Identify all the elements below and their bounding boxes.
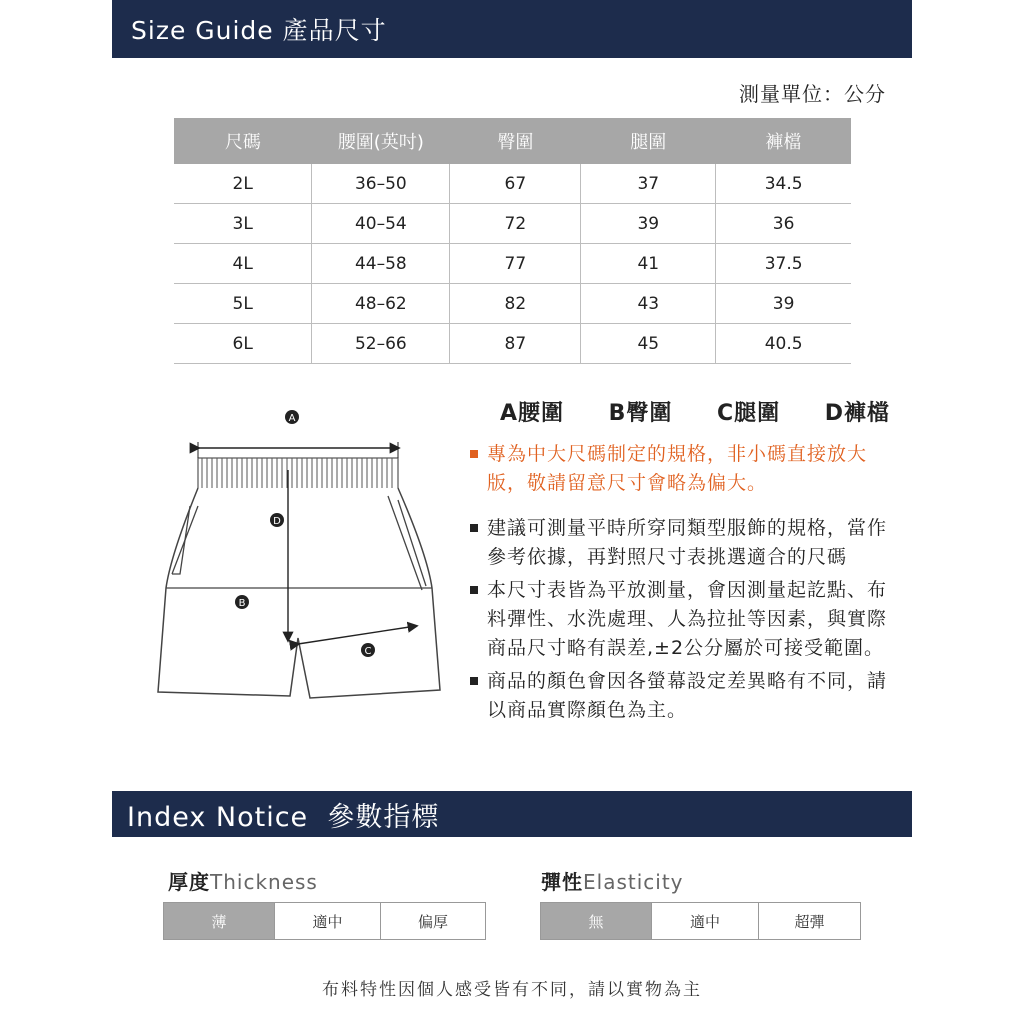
cell-thigh: 43 [581, 284, 716, 324]
fabric-footer-note: 布料特性因個人感受皆有不同，請以實物為主 [322, 980, 702, 1000]
col-header-hip: 臀圍 [450, 118, 581, 164]
cell-size: 2L [174, 164, 312, 204]
notes-list-2 [470, 514, 895, 729]
thickness-scale [163, 902, 486, 940]
measurement-unit-note: 測量單位：公分 [739, 82, 886, 106]
marker-b: B [238, 598, 246, 609]
legend-hip: B臀圍 [608, 401, 673, 426]
elasticity-label-zh: 彈性 [541, 870, 583, 894]
col-header-waist: 腰圍(英吋) [312, 118, 450, 164]
cell-size: 3L [174, 204, 312, 244]
cell-size: 6L [174, 324, 312, 364]
cell-rise: 37.5 [716, 244, 851, 284]
bullet-icon [470, 524, 478, 532]
table-row [174, 324, 851, 364]
legend-thigh: C腿圍 [716, 401, 781, 426]
marker-c: C [364, 646, 372, 657]
note-item [470, 667, 895, 725]
note-item [470, 514, 895, 572]
elasticity-option-super: 超彈 [794, 912, 825, 931]
elasticity-option-none: 無 [541, 903, 652, 939]
table-row [174, 244, 851, 284]
size-table [174, 118, 851, 364]
note-item [470, 440, 895, 498]
size-guide-title: Size Guide 產品尺寸 [131, 16, 387, 45]
note-text: 本尺寸表皆為平放測量，會因測量起訖點、布料彈性、水洗處理、人為拉扯等因素，與實際商品尺寸略有誤差,±2公分屬於可接受範圍。 [487, 579, 888, 659]
thickness-option-thick: 偏厚 [417, 912, 448, 931]
cell-hip: 77 [450, 244, 581, 284]
bullet-icon [470, 586, 478, 594]
elasticity-title [541, 866, 684, 895]
cell-thigh: 45 [581, 324, 716, 364]
cell-size: 4L [174, 244, 312, 284]
table-row [174, 164, 851, 204]
marker-d: D [273, 516, 281, 527]
thickness-label-en: Thickness [210, 870, 318, 894]
cell-rise: 39 [716, 284, 851, 324]
cell-thigh: 39 [581, 204, 716, 244]
index-notice-title: Index Notice 參數指標 [127, 801, 440, 833]
cell-hip: 67 [450, 164, 581, 204]
bullet-icon [470, 450, 478, 458]
cell-waist: 40–54 [312, 204, 450, 244]
note-text: 建議可測量平時所穿同類型服飾的規格，當作參考依據，再對照尺寸表挑選適合的尺碼 [487, 517, 888, 568]
elasticity-label-en: Elasticity [583, 870, 684, 894]
shorts-outline [158, 488, 440, 698]
cell-rise: 40.5 [716, 324, 851, 364]
cell-thigh: 37 [581, 164, 716, 204]
measurement-legend [500, 396, 890, 427]
shorts-measurement-diagram [150, 400, 460, 710]
cell-hip: 87 [450, 324, 581, 364]
table-row [174, 284, 851, 324]
cell-waist: 44–58 [312, 244, 450, 284]
cell-hip: 72 [450, 204, 581, 244]
cell-hip: 82 [450, 284, 581, 324]
cell-waist: 48–62 [312, 284, 450, 324]
cell-waist: 36–50 [312, 164, 450, 204]
col-header-size: 尺碼 [174, 118, 312, 164]
note-text: 商品的顏色會因各螢幕設定差異略有不同，請以商品實際顏色為主。 [487, 670, 888, 721]
legend-rise: D褲檔 [824, 401, 890, 426]
note-item [470, 576, 895, 663]
legend-waist: A腰圍 [500, 401, 565, 426]
col-header-thigh: 腿圍 [581, 118, 716, 164]
notes-list [470, 440, 895, 502]
cell-rise: 34.5 [716, 164, 851, 204]
col-header-rise: 褲檔 [716, 118, 851, 164]
index-notice-banner [112, 791, 912, 837]
cell-rise: 36 [716, 204, 851, 244]
elasticity-option-medium: 適中 [652, 903, 759, 939]
thickness-option-thin: 薄 [164, 903, 275, 939]
bullet-icon [470, 677, 478, 685]
note-text: 專為中大尺碼制定的規格，非小碼直接放大版，敬請留意尺寸會略為偏大。 [487, 443, 868, 494]
cell-waist: 52–66 [312, 324, 450, 364]
marker-a: A [288, 413, 296, 424]
table-row [174, 204, 851, 244]
thickness-title [168, 866, 318, 895]
size-guide-banner [112, 0, 912, 58]
cell-thigh: 41 [581, 244, 716, 284]
cell-size: 5L [174, 284, 312, 324]
size-table-header-row [174, 118, 851, 164]
thickness-option-medium: 適中 [275, 903, 381, 939]
elasticity-scale [540, 902, 861, 940]
thickness-label-zh: 厚度 [168, 870, 210, 894]
